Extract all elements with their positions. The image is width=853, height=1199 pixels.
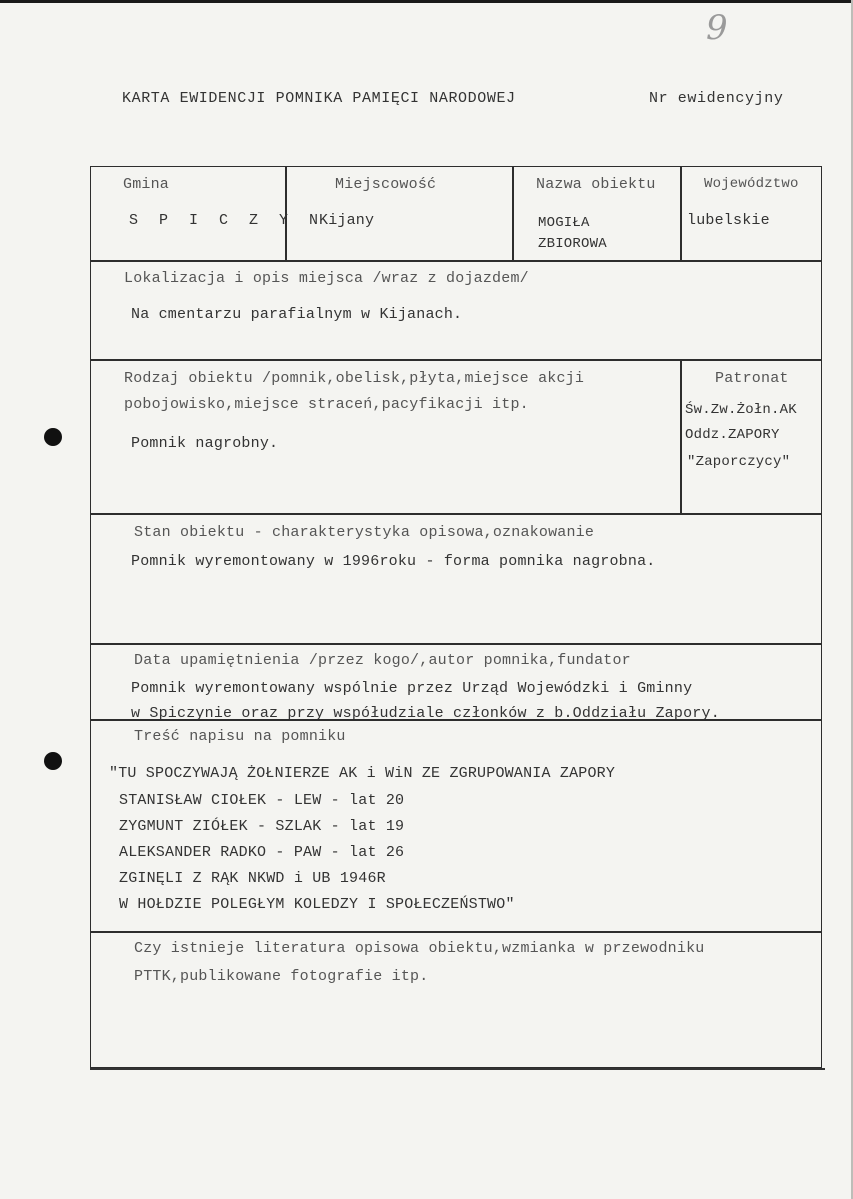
row-commemoration-date [90, 643, 822, 721]
patronat-line2: Oddz.ZAPORY [685, 427, 780, 443]
scan-top-edge [0, 0, 853, 3]
commemoration-label: Data upamiętnienia /przez kogo/,autor pomnika,fundator [134, 652, 631, 669]
object-type-value: Pomnik nagrobny. [131, 435, 279, 452]
condition-value: Pomnik wyremontowany w 1996roku - forma pomnika nagrobna. [131, 553, 656, 570]
location-value: Na cmentarzu parafialnym w Kijanach. [131, 306, 463, 323]
row-location [90, 260, 822, 361]
column-divider [512, 167, 514, 261]
commemoration-value-line2: w Spiczynie oraz przy współudziale członków z b.Oddziału Zapory. [131, 705, 720, 722]
patronat-line1: Św.Zw.Żołn.AK [685, 402, 797, 418]
row-inscription [90, 719, 822, 933]
patronat-label: Patronat [715, 370, 789, 387]
gmina-label: Gmina [123, 176, 170, 193]
row-object-type [90, 359, 822, 515]
commemoration-value-line1: Pomnik wyremontowany wspólnie przez Urząd Wojewódzki i Gminny [131, 680, 693, 697]
nazwa-obiektu-value-line1: MOGIŁA [538, 215, 590, 231]
inscription-line: STANISŁAW CIOŁEK - LEW - lat 20 [119, 792, 405, 809]
nazwa-obiektu-label: Nazwa obiektu [536, 176, 656, 193]
literature-label-line2: PTTK,publikowane fotografie itp. [134, 968, 429, 985]
inscription-line: "TU SPOCZYWAJĄ ŻOŁNIERZE AK i WiN ZE ZGRUPOWANIA ZAPORY [109, 765, 616, 782]
inscription-label: Treść napisu na pomniku [134, 728, 346, 745]
punch-hole [44, 428, 62, 446]
nazwa-obiektu-value-line2: ZBIOROWA [538, 236, 607, 252]
wojewodztwo-value: lubelskie [687, 212, 770, 229]
inscription-line: ALEKSANDER RADKO - PAW - lat 26 [119, 844, 405, 861]
column-divider [680, 360, 682, 514]
object-type-label-line1: Rodzaj obiektu /pomnik,obelisk,płyta,miejsce akcji [124, 370, 585, 387]
inscription-line: W HOŁDZIE POLEGŁYM KOLEDZY I SPOŁECZEŃSTWO" [119, 896, 515, 913]
punch-hole [44, 752, 62, 770]
patronat-line3: "Zaporczycy" [687, 454, 791, 470]
handwritten-page-number: 9 [706, 8, 728, 48]
row-basic-info [90, 166, 822, 262]
wojewodztwo-label: Województwo [704, 176, 799, 192]
registration-number-label: Nr ewidencyjny [649, 90, 784, 107]
inscription-line: ZGINĘLI Z RĄK NKWD i UB 1946R [119, 870, 386, 887]
miejscowosc-label: Miejscowość [335, 176, 437, 193]
condition-label: Stan obiektu - charakterystyka opisowa,oznakowanie [134, 524, 595, 541]
miejscowosc-value: Kijany [319, 212, 375, 229]
card-title: KARTA EWIDENCJI POMNIKA PAMIĘCI NARODOWEJ [122, 90, 516, 107]
row-literature [90, 931, 822, 1068]
bottom-rule [90, 1068, 825, 1070]
inscription-line: ZYGMUNT ZIÓŁEK - SZLAK - lat 19 [119, 818, 405, 835]
gmina-value: S P I C Z Y N [129, 212, 325, 229]
column-divider [680, 167, 682, 261]
object-type-label-line2: pobojowisko,miejsce straceń,pacyfikacji itp. [124, 396, 529, 413]
location-label: Lokalizacja i opis miejsca /wraz z dojazdem/ [124, 270, 529, 287]
row-condition [90, 513, 822, 645]
literature-label-line1: Czy istnieje literatura opisowa obiektu,wzmianka w przewodniku [134, 940, 705, 957]
